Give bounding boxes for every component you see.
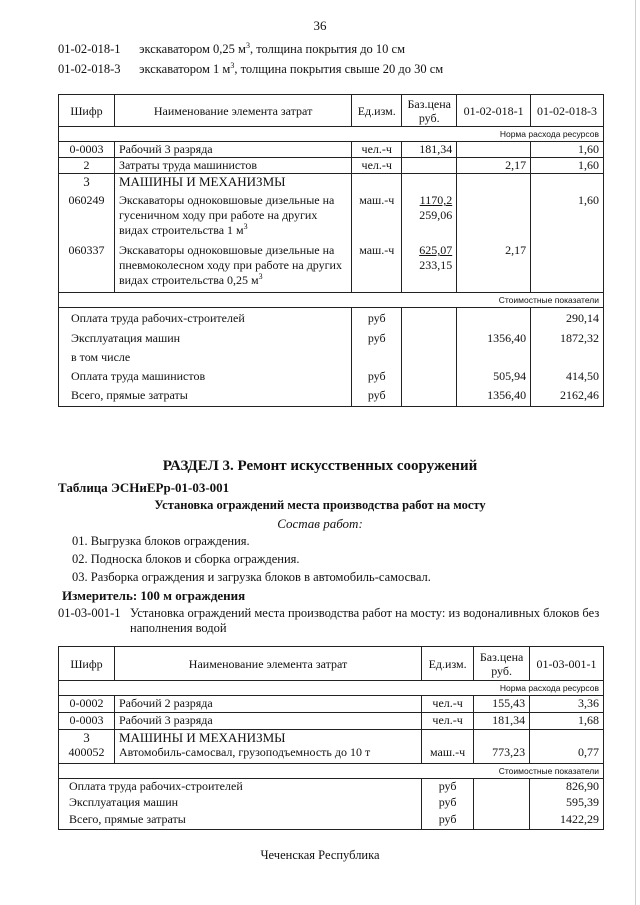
header-col1: 01-03-001-1 (530, 647, 604, 681)
total-v2: 290,14 (531, 308, 604, 328)
total-v1: 1356,40 (457, 385, 531, 407)
row-code: 060249 (59, 189, 115, 238)
row-unit: чел.-ч (422, 713, 474, 730)
price-top: 625,07 (419, 243, 453, 257)
total-unit: руб (352, 366, 402, 385)
header-item-tail: , толщина покрытия до 10 см (249, 42, 406, 56)
row-v1: 2,17 (457, 158, 531, 174)
row-v2: 1,60 (531, 142, 604, 158)
row-name: Автомобиль-самосвал, грузоподъемность до 10 т (114, 745, 421, 763)
total-name: Эксплуатация машин (59, 795, 422, 812)
price-bottom: 233,15 (419, 258, 453, 272)
total-v1 (457, 308, 531, 328)
total-unit: руб (352, 385, 402, 407)
row-name: Рабочий 3 разряда (114, 713, 421, 730)
row-code: 3 (59, 174, 115, 190)
row-v1 (457, 189, 531, 238)
row-code: 060337 (59, 238, 115, 293)
table-name: Установка ограждений места производства работ на мосту (154, 498, 486, 512)
row-name: Рабочий 3 разряда (114, 142, 351, 158)
header-unit: Ед.изм. (352, 95, 402, 127)
price-bottom: 259,06 (419, 208, 453, 222)
item-description: Установка ограждений места производства работ на мосту: из водоналивных блоков без наполнения водой (130, 606, 600, 635)
total-name: Оплата труда рабочих-строителей (59, 308, 352, 328)
total-v1: 1422,29 (530, 812, 604, 829)
total-row (59, 812, 604, 829)
total-unit: руб (422, 812, 474, 829)
header-item-text: экскаватором 1 м (139, 62, 231, 76)
total-unit: руб (352, 328, 402, 347)
total-v1: 826,90 (530, 778, 604, 795)
row-name: Экскаваторы одноковшовые дизельные на пневмоколесном ходу при работе на других видах строительства 0,25 $м^3$ (114, 238, 351, 293)
table-row (59, 158, 604, 174)
row-unit: чел.-ч (352, 158, 402, 174)
table-row (59, 238, 604, 293)
total-row (59, 328, 604, 347)
header-col2: 01-02-018-3 (531, 95, 604, 127)
row-code: 2 (59, 158, 115, 174)
table-row-group (59, 174, 604, 190)
row-code: 0-0003 (59, 713, 115, 730)
table-row-group (59, 730, 604, 746)
total-v1: 595,39 (530, 795, 604, 812)
meter-line: Измеритель: 100 м ограждения (62, 588, 246, 603)
row-v1 (457, 142, 531, 158)
page-number: 36 (313, 18, 327, 33)
row-name: Затраты труда машинистов (114, 158, 351, 174)
total-name: Оплата труда машинистов (59, 366, 352, 385)
section-title: РАЗДЕЛ 3. Ремонт искусственных сооружений (162, 458, 478, 474)
row-name: Экскаваторы одноковшовые дизельные на гусеничном ходу при работе на других видах строительства 1 $м^3$ (114, 189, 351, 238)
header-name: Наименование элемента затрат (114, 647, 421, 681)
row-name: Рабочий 2 разряда (114, 696, 421, 713)
row-price (402, 158, 457, 174)
table-code: Таблица ЭСНиЕРр-01-03-001 (58, 480, 230, 495)
total-row (59, 308, 604, 328)
row-v2 (531, 238, 604, 293)
cost-table-1 (58, 94, 604, 407)
row-name: МАШИНЫ И МЕХАНИЗМЫ (114, 730, 421, 746)
table-row (59, 142, 604, 158)
band-norms: Норма расхода ресурсов (59, 681, 604, 696)
total-row (59, 347, 604, 366)
header-name: Наименование элемента затрат (114, 95, 351, 127)
total-name: Всего, прямые затраты (59, 385, 352, 407)
item-code: 01-03-001-1 (58, 606, 121, 620)
header-item-tail: , толщина покрытия свыше 20 до 30 см (234, 62, 444, 76)
row-price: 773,23 (474, 745, 530, 763)
row-v1: 3,36 (530, 696, 604, 713)
total-unit: руб (352, 308, 402, 328)
row-v2: 1,60 (531, 189, 604, 238)
row-unit: чел.-ч (352, 142, 402, 158)
works-heading: Состав работ: (277, 516, 363, 531)
total-row (59, 366, 604, 385)
header-price: Баз.цена руб. (402, 95, 457, 127)
row-price (402, 238, 457, 293)
row-v1: 0,77 (530, 745, 604, 763)
total-unit: руб (422, 778, 474, 795)
row-code: 0-0002 (59, 696, 115, 713)
row-unit: чел.-ч (422, 696, 474, 713)
header-item-sup: 3 (230, 60, 235, 70)
page-edge-line (635, 0, 636, 905)
row-code: 400052 (59, 745, 115, 763)
work-item: 03. Разборка ограждения и загрузка блоков в автомобиль-самосвал. (72, 570, 431, 584)
row-name: МАШИНЫ И МЕХАНИЗМЫ (114, 174, 351, 190)
table-row (59, 713, 604, 730)
header-item-text: экскаватором 0,25 м (139, 42, 246, 56)
row-v2: 1,60 (531, 158, 604, 174)
table-row (59, 745, 604, 763)
page-footer: Чеченская Республика (260, 848, 380, 862)
work-item: 02. Подноска блоков и сборка ограждения. (72, 552, 300, 566)
band-cost: Стоимостные показатели (59, 763, 604, 778)
row-price: 181,34 (474, 713, 530, 730)
table-row (59, 696, 604, 713)
table-row (59, 189, 604, 238)
total-name: Всего, прямые затраты (59, 812, 422, 829)
total-v1: 1356,40 (457, 328, 531, 347)
total-name: в том числе (59, 347, 352, 366)
header-item-sup: 3 (245, 40, 250, 50)
price-top: 1170,2 (419, 193, 453, 207)
row-price: 155,43 (474, 696, 530, 713)
row-code: 3 (59, 730, 115, 746)
header-item (58, 42, 405, 57)
total-row (59, 795, 604, 812)
header-unit: Ед.изм. (422, 647, 474, 681)
row-v1: 2,17 (457, 238, 531, 293)
cost-table-2 (58, 646, 604, 830)
header-item-code: 01-02-018-3 (58, 62, 121, 76)
total-v1: 505,94 (457, 366, 531, 385)
header-code: Шифр (59, 95, 115, 127)
total-v2: 1872,32 (531, 328, 604, 347)
row-unit: маш.-ч (422, 745, 474, 763)
header-price: Баз.цена руб. (474, 647, 530, 681)
row-unit: маш.-ч (352, 189, 402, 238)
total-row (59, 778, 604, 795)
work-item: 01. Выгрузка блоков ограждения. (72, 534, 250, 548)
band-norms: Норма расхода ресурсов (59, 127, 604, 142)
row-price: 181,34 (402, 142, 457, 158)
total-name: Эксплуатация машин (59, 328, 352, 347)
total-v2: 2162,46 (531, 385, 604, 407)
total-row (59, 385, 604, 407)
row-v1: 1,68 (530, 713, 604, 730)
header-item (58, 62, 443, 77)
row-code: 0-0003 (59, 142, 115, 158)
band-cost: Стоимостные показатели (59, 293, 604, 308)
total-name: Оплата труда рабочих-строителей (59, 778, 422, 795)
header-item-code: 01-02-018-1 (58, 42, 121, 56)
header-code: Шифр (59, 647, 115, 681)
row-price (402, 189, 457, 238)
header-col1: 01-02-018-1 (457, 95, 531, 127)
total-v2: 414,50 (531, 366, 604, 385)
row-unit: маш.-ч (352, 238, 402, 293)
total-unit: руб (422, 795, 474, 812)
